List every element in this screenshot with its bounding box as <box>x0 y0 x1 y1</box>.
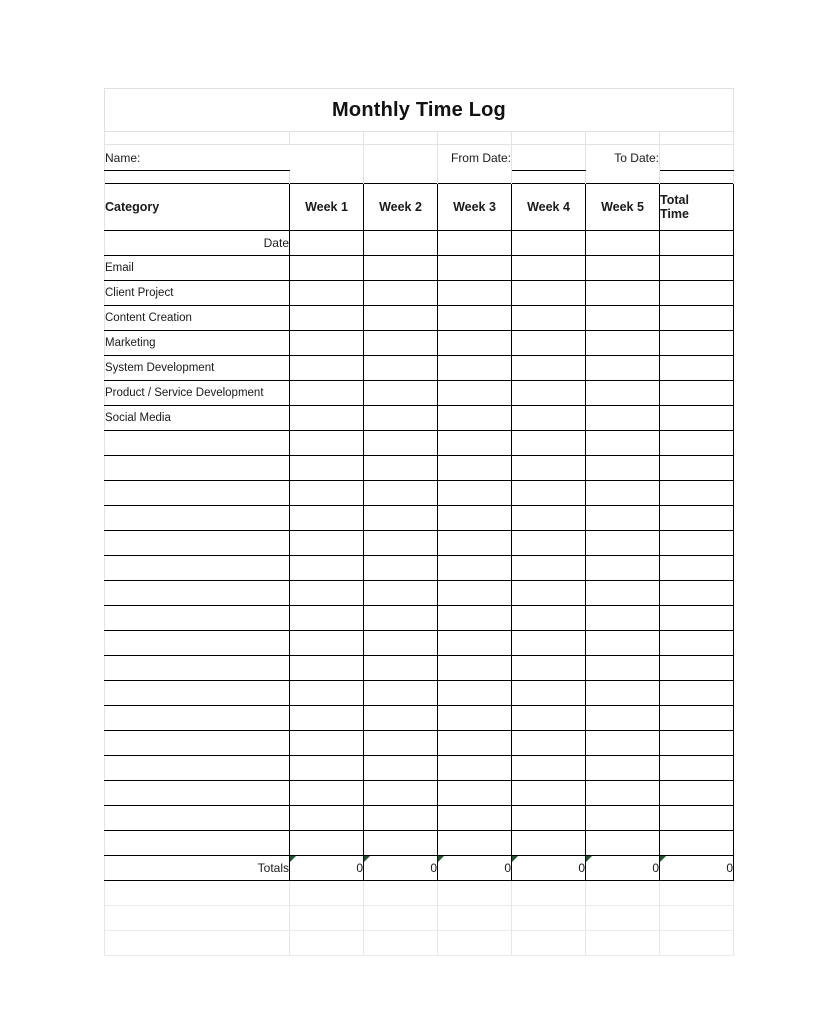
totals-week-4: 0 <box>512 856 586 881</box>
table-row <box>105 581 734 606</box>
category-input[interactable] <box>105 806 290 831</box>
spacer-cell <box>660 171 734 184</box>
totals-week-2: 0 <box>364 856 438 881</box>
trailing-cell <box>660 906 734 931</box>
trailing-cell <box>512 881 586 906</box>
week-2-cell[interactable] <box>364 831 438 856</box>
total-time-cell[interactable] <box>660 756 734 781</box>
trailing-cell <box>364 906 438 931</box>
trailing-cell <box>512 906 586 931</box>
meta-blank-cell <box>364 145 438 171</box>
date-row <box>105 231 734 256</box>
week-2-cell[interactable] <box>364 406 438 431</box>
week-2-cell[interactable] <box>364 731 438 756</box>
week-5-cell[interactable] <box>586 581 660 606</box>
week-5-cell[interactable] <box>586 381 660 406</box>
week-3-cell[interactable] <box>438 781 512 806</box>
week-1-cell[interactable] <box>290 806 364 831</box>
week-5-cell[interactable] <box>586 356 660 381</box>
table-row <box>105 806 734 831</box>
trailing-cell <box>586 931 660 956</box>
table-row <box>105 606 734 631</box>
week-5-cell[interactable] <box>586 456 660 481</box>
category-input[interactable] <box>105 831 290 856</box>
week-1-cell[interactable] <box>290 556 364 581</box>
week-4-cell[interactable] <box>512 631 586 656</box>
week-1-cell[interactable] <box>290 331 364 356</box>
week-4-cell[interactable] <box>512 256 586 281</box>
total-time-cell[interactable] <box>660 781 734 806</box>
week-3-cell[interactable] <box>438 656 512 681</box>
week-2-cell[interactable] <box>364 656 438 681</box>
week-3-cell[interactable] <box>438 756 512 781</box>
header-total-time-line2: Time <box>660 207 689 221</box>
week-2-cell[interactable] <box>364 356 438 381</box>
week-4-cell[interactable] <box>512 331 586 356</box>
page-title: Monthly Time Log <box>105 89 734 132</box>
week-2-cell[interactable] <box>364 456 438 481</box>
category-input[interactable] <box>105 581 290 606</box>
table-row <box>105 756 734 781</box>
week-4-cell[interactable] <box>512 431 586 456</box>
week-3-cell[interactable] <box>438 481 512 506</box>
week-2-cell[interactable] <box>364 681 438 706</box>
total-time-cell[interactable] <box>660 281 734 306</box>
week-1-cell[interactable] <box>290 606 364 631</box>
table-row <box>105 406 734 431</box>
week-3-cell[interactable] <box>438 581 512 606</box>
week-1-cell[interactable] <box>290 381 364 406</box>
trailing-cell <box>438 906 512 931</box>
week-2-cell[interactable] <box>364 706 438 731</box>
week-3-cell[interactable] <box>438 681 512 706</box>
week-4-cell[interactable] <box>512 581 586 606</box>
week-1-cell[interactable] <box>290 506 364 531</box>
table-row <box>105 306 734 331</box>
title-row <box>105 89 734 132</box>
trailing-cell <box>438 931 512 956</box>
category-input[interactable] <box>105 556 290 581</box>
week-1-cell[interactable] <box>290 781 364 806</box>
week-4-cell[interactable] <box>512 831 586 856</box>
week-1-cell[interactable] <box>290 656 364 681</box>
spacer-cell <box>364 171 438 184</box>
monthly-time-log-table <box>104 88 734 956</box>
week-5-cell[interactable] <box>586 481 660 506</box>
formula-indicator-icon <box>512 856 518 862</box>
total-time-cell[interactable] <box>660 706 734 731</box>
trailing-cell <box>586 906 660 931</box>
name-label: Name: <box>105 145 290 171</box>
week-5-cell[interactable] <box>586 706 660 731</box>
category-input[interactable] <box>105 781 290 806</box>
name-value-field[interactable] <box>290 145 364 171</box>
week-2-cell[interactable] <box>364 556 438 581</box>
week-4-cell[interactable] <box>512 281 586 306</box>
week-2-cell[interactable] <box>364 581 438 606</box>
total-time-cell[interactable] <box>660 831 734 856</box>
spacer-cell <box>290 132 364 145</box>
week-3-cell[interactable] <box>438 631 512 656</box>
trailing-cell <box>290 881 364 906</box>
header-total-time-line1: Total <box>660 193 689 207</box>
category-label[interactable]: System Development <box>105 356 290 381</box>
week-5-cell[interactable] <box>586 256 660 281</box>
spacer-cell <box>438 171 512 184</box>
week-2-cell[interactable] <box>364 481 438 506</box>
week-2-cell[interactable] <box>364 431 438 456</box>
date-cell-total[interactable] <box>660 231 734 256</box>
trailing-cell <box>105 931 290 956</box>
total-time-cell[interactable] <box>660 381 734 406</box>
spacer-cell <box>105 132 290 145</box>
week-1-cell[interactable] <box>290 306 364 331</box>
week-1-cell[interactable] <box>290 731 364 756</box>
week-4-cell[interactable] <box>512 406 586 431</box>
category-label[interactable]: Client Project <box>105 281 290 306</box>
trailing-cell <box>438 881 512 906</box>
week-4-cell[interactable] <box>512 806 586 831</box>
totals-row <box>105 856 734 881</box>
week-3-cell[interactable] <box>438 456 512 481</box>
week-2-cell[interactable] <box>364 531 438 556</box>
total-time-cell[interactable] <box>660 431 734 456</box>
category-label[interactable]: Marketing <box>105 331 290 356</box>
spacer-cell <box>512 132 586 145</box>
week-4-cell[interactable] <box>512 306 586 331</box>
week-2-cell[interactable] <box>364 281 438 306</box>
date-cell-week-3[interactable] <box>438 231 512 256</box>
week-1-cell[interactable] <box>290 631 364 656</box>
formula-indicator-icon <box>586 856 592 862</box>
week-4-cell[interactable] <box>512 731 586 756</box>
week-2-cell[interactable] <box>364 256 438 281</box>
formula-indicator-icon <box>290 856 296 862</box>
week-3-cell[interactable] <box>438 831 512 856</box>
total-time-cell[interactable] <box>660 456 734 481</box>
table-row <box>105 781 734 806</box>
total-time-cell[interactable] <box>660 681 734 706</box>
week-5-cell[interactable] <box>586 731 660 756</box>
week-2-cell[interactable] <box>364 806 438 831</box>
week-5-cell[interactable] <box>586 556 660 581</box>
trailing-row <box>105 931 734 956</box>
week-1-cell[interactable] <box>290 706 364 731</box>
week-3-cell[interactable] <box>438 606 512 631</box>
table-row <box>105 331 734 356</box>
week-3-cell[interactable] <box>438 731 512 756</box>
week-5-cell[interactable] <box>586 656 660 681</box>
total-time-cell[interactable] <box>660 581 734 606</box>
week-1-cell[interactable] <box>290 531 364 556</box>
spacer-cell <box>512 171 586 184</box>
week-3-cell[interactable] <box>438 556 512 581</box>
total-time-cell[interactable] <box>660 481 734 506</box>
week-1-cell[interactable] <box>290 681 364 706</box>
week-4-cell[interactable] <box>512 556 586 581</box>
week-5-cell[interactable] <box>586 406 660 431</box>
table-row <box>105 556 734 581</box>
week-3-cell[interactable] <box>438 406 512 431</box>
week-2-cell[interactable] <box>364 331 438 356</box>
header-week-5: Week 5 <box>586 184 660 231</box>
header-week-4: Week 4 <box>512 184 586 231</box>
category-label[interactable]: Email <box>105 256 290 281</box>
week-5-cell[interactable] <box>586 281 660 306</box>
week-4-cell[interactable] <box>512 356 586 381</box>
totals-label: Totals <box>105 856 290 881</box>
table-row <box>105 831 734 856</box>
week-4-cell[interactable] <box>512 656 586 681</box>
trailing-cell <box>364 881 438 906</box>
table-row <box>105 456 734 481</box>
spacer-cell <box>586 171 660 184</box>
week-5-cell[interactable] <box>586 331 660 356</box>
total-time-cell[interactable] <box>660 256 734 281</box>
week-2-cell[interactable] <box>364 781 438 806</box>
week-5-cell[interactable] <box>586 606 660 631</box>
week-1-cell[interactable] <box>290 256 364 281</box>
total-time-cell[interactable] <box>660 356 734 381</box>
week-4-cell[interactable] <box>512 681 586 706</box>
column-header-row <box>105 184 734 231</box>
category-input[interactable] <box>105 431 290 456</box>
total-time-cell[interactable] <box>660 731 734 756</box>
week-3-cell[interactable] <box>438 506 512 531</box>
week-5-cell[interactable] <box>586 831 660 856</box>
table-row <box>105 356 734 381</box>
week-4-cell[interactable] <box>512 481 586 506</box>
spacer-row-mid <box>105 171 734 184</box>
total-time-cell[interactable] <box>660 806 734 831</box>
category-input[interactable] <box>105 506 290 531</box>
table-row <box>105 731 734 756</box>
total-time-cell[interactable] <box>660 406 734 431</box>
category-input[interactable] <box>105 606 290 631</box>
spacer-cell <box>364 132 438 145</box>
category-input[interactable] <box>105 731 290 756</box>
week-3-cell[interactable] <box>438 381 512 406</box>
week-3-cell[interactable] <box>438 806 512 831</box>
category-input[interactable] <box>105 531 290 556</box>
table-row <box>105 681 734 706</box>
week-1-cell[interactable] <box>290 831 364 856</box>
trailing-cell <box>660 931 734 956</box>
table-row <box>105 281 734 306</box>
trailing-cell <box>586 881 660 906</box>
table-row <box>105 481 734 506</box>
week-1-cell[interactable] <box>290 281 364 306</box>
header-total-time <box>660 184 734 231</box>
week-5-cell[interactable] <box>586 631 660 656</box>
week-2-cell[interactable] <box>364 381 438 406</box>
week-5-cell[interactable] <box>586 531 660 556</box>
category-label[interactable]: Content Creation <box>105 306 290 331</box>
week-3-cell[interactable] <box>438 356 512 381</box>
category-input[interactable] <box>105 631 290 656</box>
to-date-value-field[interactable] <box>660 145 734 171</box>
week-4-cell[interactable] <box>512 606 586 631</box>
trailing-cell <box>290 931 364 956</box>
formula-indicator-icon <box>438 856 444 862</box>
trailing-cell <box>290 906 364 931</box>
table-row <box>105 631 734 656</box>
week-4-cell[interactable] <box>512 781 586 806</box>
trailing-cell <box>512 931 586 956</box>
table-row <box>105 531 734 556</box>
week-4-cell[interactable] <box>512 456 586 481</box>
week-5-cell[interactable] <box>586 506 660 531</box>
date-cell-week-1[interactable] <box>290 231 364 256</box>
category-input[interactable] <box>105 656 290 681</box>
week-5-cell[interactable] <box>586 781 660 806</box>
to-date-label: To Date: <box>586 145 660 171</box>
week-1-cell[interactable] <box>290 481 364 506</box>
totals-week-5: 0 <box>586 856 660 881</box>
header-week-2: Week 2 <box>364 184 438 231</box>
spacer-cell <box>438 132 512 145</box>
totals-total-time: 0 <box>660 856 734 881</box>
week-3-cell[interactable] <box>438 331 512 356</box>
spacer-cell <box>290 171 364 184</box>
week-2-cell[interactable] <box>364 756 438 781</box>
week-3-cell[interactable] <box>438 431 512 456</box>
week-5-cell[interactable] <box>586 306 660 331</box>
week-1-cell[interactable] <box>290 406 364 431</box>
header-week-1: Week 1 <box>290 184 364 231</box>
from-date-value-field[interactable] <box>512 145 586 171</box>
week-1-cell[interactable] <box>290 456 364 481</box>
date-cell-week-4[interactable] <box>512 231 586 256</box>
category-input[interactable] <box>105 756 290 781</box>
header-category: Category <box>105 184 290 231</box>
week-3-cell[interactable] <box>438 281 512 306</box>
time-log-sheet <box>104 88 734 956</box>
week-2-cell[interactable] <box>364 306 438 331</box>
week-4-cell[interactable] <box>512 706 586 731</box>
table-body <box>105 89 734 956</box>
total-time-cell[interactable] <box>660 606 734 631</box>
date-cell-week-2[interactable] <box>364 231 438 256</box>
week-2-cell[interactable] <box>364 506 438 531</box>
trailing-cell <box>364 931 438 956</box>
week-4-cell[interactable] <box>512 381 586 406</box>
week-1-cell[interactable] <box>290 581 364 606</box>
totals-week-1: 0 <box>290 856 364 881</box>
week-1-cell[interactable] <box>290 431 364 456</box>
spacer-row-top <box>105 132 734 145</box>
week-4-cell[interactable] <box>512 506 586 531</box>
trailing-cell <box>660 881 734 906</box>
week-3-cell[interactable] <box>438 706 512 731</box>
trailing-cell <box>105 906 290 931</box>
from-date-label: From Date: <box>438 145 512 171</box>
week-1-cell[interactable] <box>290 756 364 781</box>
category-input[interactable] <box>105 456 290 481</box>
formula-indicator-icon <box>660 856 666 862</box>
table-row <box>105 381 734 406</box>
table-row <box>105 431 734 456</box>
week-3-cell[interactable] <box>438 306 512 331</box>
week-2-cell[interactable] <box>364 606 438 631</box>
category-label[interactable]: Product / Service Development <box>105 381 290 406</box>
week-5-cell[interactable] <box>586 806 660 831</box>
table-row <box>105 506 734 531</box>
spacer-cell <box>105 171 290 184</box>
category-input[interactable] <box>105 481 290 506</box>
date-cell-week-5[interactable] <box>586 231 660 256</box>
trailing-row <box>105 881 734 906</box>
total-time-cell[interactable] <box>660 306 734 331</box>
total-time-cell[interactable] <box>660 531 734 556</box>
category-input[interactable] <box>105 706 290 731</box>
table-row <box>105 256 734 281</box>
category-input[interactable] <box>105 681 290 706</box>
formula-indicator-icon <box>364 856 370 862</box>
week-3-cell[interactable] <box>438 531 512 556</box>
table-row <box>105 706 734 731</box>
table-row <box>105 656 734 681</box>
spacer-cell <box>586 132 660 145</box>
total-time-cell[interactable] <box>660 656 734 681</box>
date-row-label: Date <box>105 231 290 256</box>
week-3-cell[interactable] <box>438 256 512 281</box>
week-4-cell[interactable] <box>512 756 586 781</box>
trailing-cell <box>105 881 290 906</box>
week-5-cell[interactable] <box>586 681 660 706</box>
total-time-cell[interactable] <box>660 331 734 356</box>
week-1-cell[interactable] <box>290 356 364 381</box>
week-4-cell[interactable] <box>512 531 586 556</box>
trailing-row <box>105 906 734 931</box>
total-time-cell[interactable] <box>660 506 734 531</box>
totals-week-3: 0 <box>438 856 512 881</box>
week-5-cell[interactable] <box>586 431 660 456</box>
total-time-cell[interactable] <box>660 631 734 656</box>
total-time-cell[interactable] <box>660 556 734 581</box>
week-5-cell[interactable] <box>586 756 660 781</box>
category-label[interactable]: Social Media <box>105 406 290 431</box>
week-2-cell[interactable] <box>364 631 438 656</box>
meta-row <box>105 145 734 171</box>
header-week-3: Week 3 <box>438 184 512 231</box>
spacer-cell <box>660 132 734 145</box>
